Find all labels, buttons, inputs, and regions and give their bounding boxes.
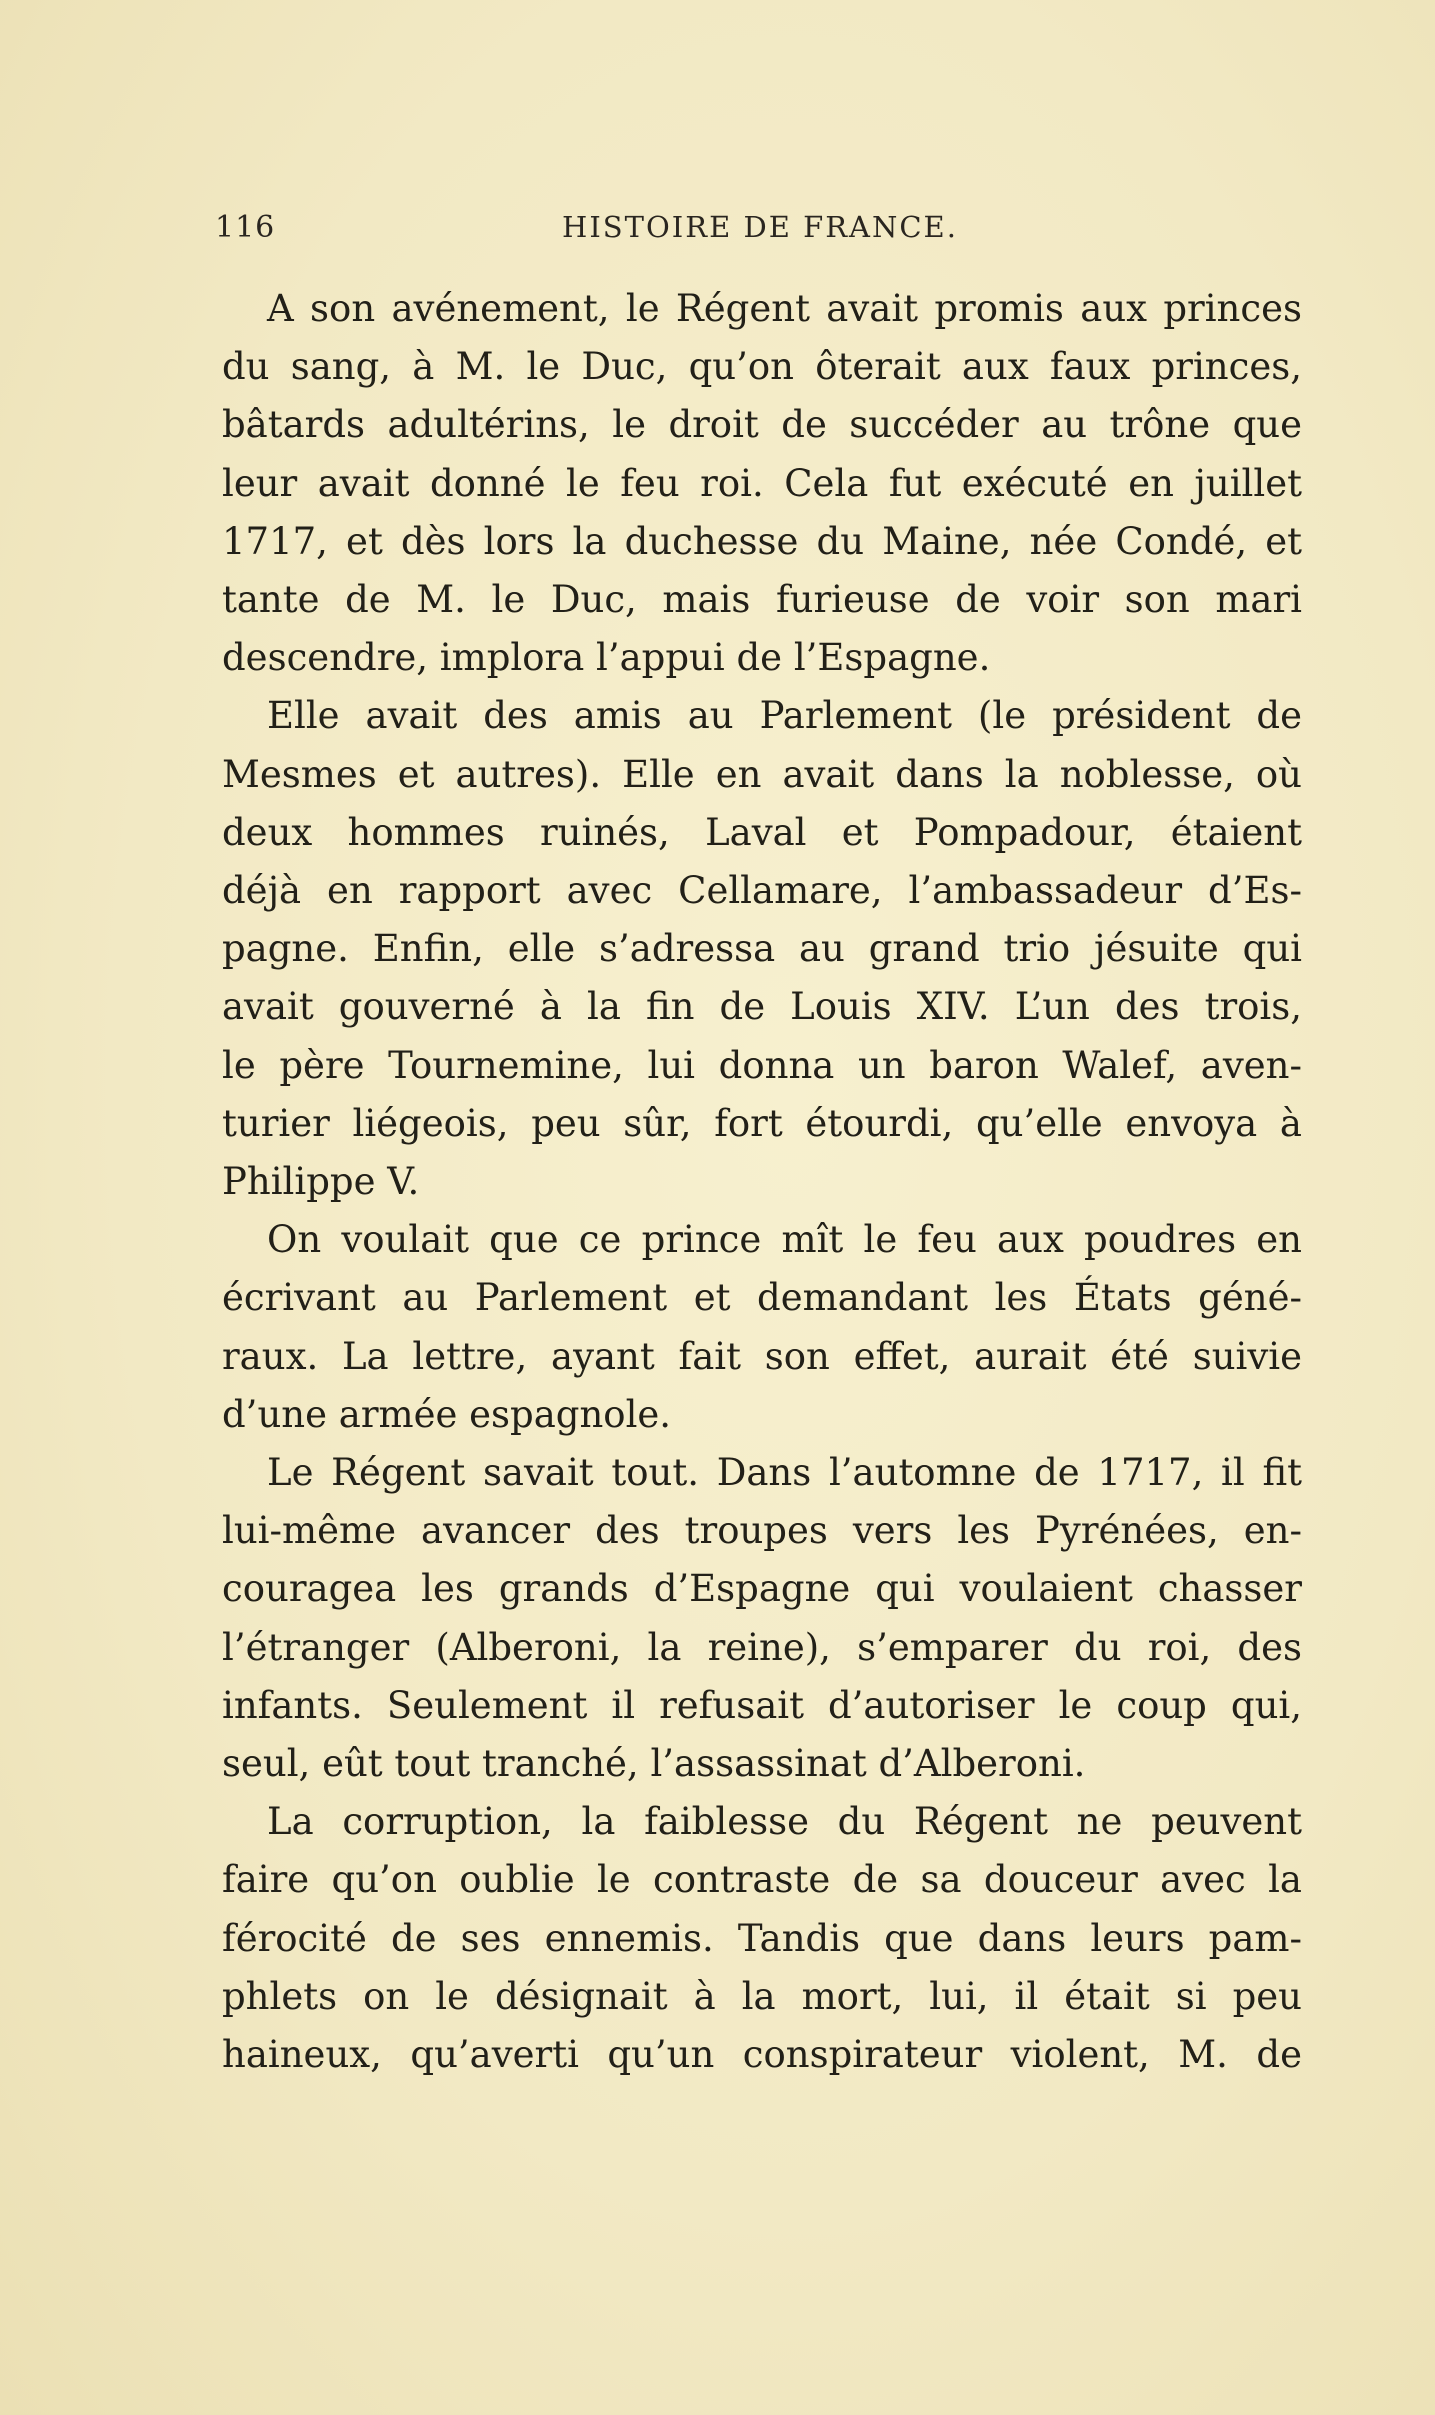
text-line: descendre, implora l’appui de l’Espagne. [222,636,991,680]
text-line: le père Tournemine, lui donna un baron Walef, aven- [222,1043,1302,1087]
text-line: Le Régent savait tout. Dans l’automne de 1717, il fit [267,1451,1302,1495]
text-line: haineux, qu’averti qu’un conspirateur violent, M. de [222,2033,1302,2077]
text-line: On voulait que ce prince mît le feu aux poudres en [267,1218,1302,1262]
text-line: l’étranger (Alberoni, la reine), s’emparer du roi, des [222,1625,1302,1669]
text-line: infants. Seulement il refusait d’autoriser le coup qui, [222,1683,1302,1727]
text-line: Elle avait des amis au Parlement (le président de [267,694,1302,738]
text-line: déjà en rapport avec Cellamare, l’ambassadeur d’Es- [222,869,1302,913]
text-line: La corruption, la faiblesse du Régent ne peuvent [267,1800,1302,1844]
text-line: 1717, et dès lors la duchesse du Maine, née Condé, et [222,519,1302,563]
text-line: Mesmes et autres). Elle en avait dans la noblesse, où [222,752,1302,796]
running-head [215,210,1305,260]
text-line: phlets on le désignait à la mort, lui, il était si peu [222,1974,1302,2018]
text-line: faire qu’on oublie le contraste de sa douceur avec la [222,1858,1302,1902]
paragraph [222,280,1302,687]
text-line: tante de M. le Duc, mais furieuse de voir son mari [222,578,1302,622]
text-line: leur avait donné le feu roi. Cela fut exécuté en juillet [222,461,1302,505]
page-number: 116 [215,210,276,245]
text-line: écrivant au Parlement et demandant les États géné- [222,1276,1302,1320]
text-line: couragea les grands d’Espagne qui voulaient chasser [222,1567,1302,1611]
text-line: raux. La lettre, ayant fait son effet, aurait été suivie [222,1334,1302,1378]
paragraph [222,1211,1302,1444]
text-line: avait gouverné à la fin de Louis XIV. L’un des trois, [222,985,1302,1029]
text-line: turier liégeois, peu sûr, fort étourdi, qu’elle envoya à [222,1101,1302,1145]
text-line: pagne. Enfin, elle s’adressa au grand trio jésuite qui [222,927,1302,971]
paragraph [222,1793,1302,2084]
running-title: HISTOIRE DE FRANCE. [562,210,958,244]
text-line: bâtards adultérins, le droit de succéder au trône que [222,403,1302,447]
paragraph [222,687,1302,1211]
text-line: A son avénement, le Régent avait promis aux princes [267,287,1302,330]
text-line: lui-même avancer des troupes vers les Pyrénées, en- [222,1509,1302,1553]
text-line: deux hommes ruinés, Laval et Pompadour, étaient [222,810,1302,854]
text-line: férocité de ses ennemis. Tandis que dans leurs pam- [222,1916,1302,1960]
body-text [222,280,1302,2084]
text-line: du sang, à M. le Duc, qu’on ôterait aux faux princes, [222,345,1302,389]
paragraph [222,1444,1302,1793]
text-line: Philippe V. [222,1160,420,1204]
text-line: seul, eût tout tranché, l’assassinat d’Alberoni. [222,1742,1086,1786]
text-line: d’une armée espagnole. [222,1392,672,1436]
